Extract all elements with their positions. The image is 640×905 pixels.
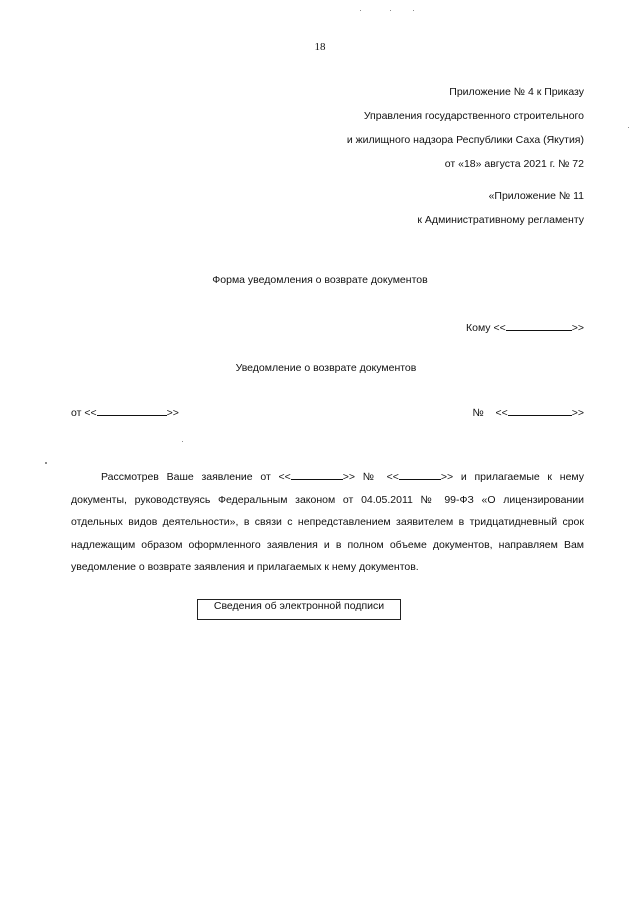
number-prefix: № << <box>472 407 508 419</box>
number-blank <box>508 405 572 416</box>
recipient-line <box>466 320 584 334</box>
appendix-header <box>347 80 584 176</box>
notice-title: Уведомление о возврате документов <box>235 362 417 374</box>
regulation-appendix-header <box>417 184 584 232</box>
body-part-1: Рассмотрев Ваше заявление от << <box>101 471 291 483</box>
application-date-blank <box>291 469 343 480</box>
recipient-suffix: >> <box>571 322 584 334</box>
date-suffix: >> <box>166 407 179 419</box>
date-line <box>71 405 179 419</box>
body-part-2: >> № << <box>342 471 399 483</box>
body-paragraph <box>71 466 584 579</box>
appendix-line: Управления государственного строительного <box>363 110 584 122</box>
electronic-signature-box: Сведения об электронной подписи <box>197 599 401 620</box>
regulation-appendix-line: к Административному регламенту <box>417 214 584 226</box>
scan-speck <box>628 127 629 128</box>
date-prefix: от << <box>71 407 97 419</box>
scan-speck <box>45 462 47 464</box>
recipient-prefix: Кому << <box>466 322 506 334</box>
recipient-blank <box>506 320 572 331</box>
appendix-line: от «18» августа 2021 г. № 72 <box>444 158 584 170</box>
form-title: Форма уведомления о возврате документов <box>212 274 428 286</box>
appendix-line: и жилищного надзора Республики Саха (Якутия) <box>346 134 584 146</box>
body-part-3: >> и прилагаемые к нему документы, руководствуясь Федеральным законом от 04.05.2011 № 99-ФЗ «О лицензировании отдельных видов деятельности», в связи с непредставлением заявителем в тридцатидневный срок надлежащим образом оформленного заявления и в полном объеме документов, направляем Вам уведомление о возврате заявления и прилагаемых к нему документов. <box>71 471 584 573</box>
page-number: 18 <box>314 41 326 53</box>
number-suffix: >> <box>571 407 584 419</box>
appendix-line: Приложение № 4 к Приказу <box>449 86 584 98</box>
regulation-appendix-line: «Приложение № 11 <box>488 190 584 202</box>
scan-speck <box>360 10 361 11</box>
scan-speck <box>413 10 414 11</box>
application-number-blank <box>399 469 441 480</box>
scan-speck <box>182 441 183 442</box>
number-line <box>473 405 584 419</box>
scan-speck <box>390 10 391 11</box>
date-blank <box>97 405 167 416</box>
